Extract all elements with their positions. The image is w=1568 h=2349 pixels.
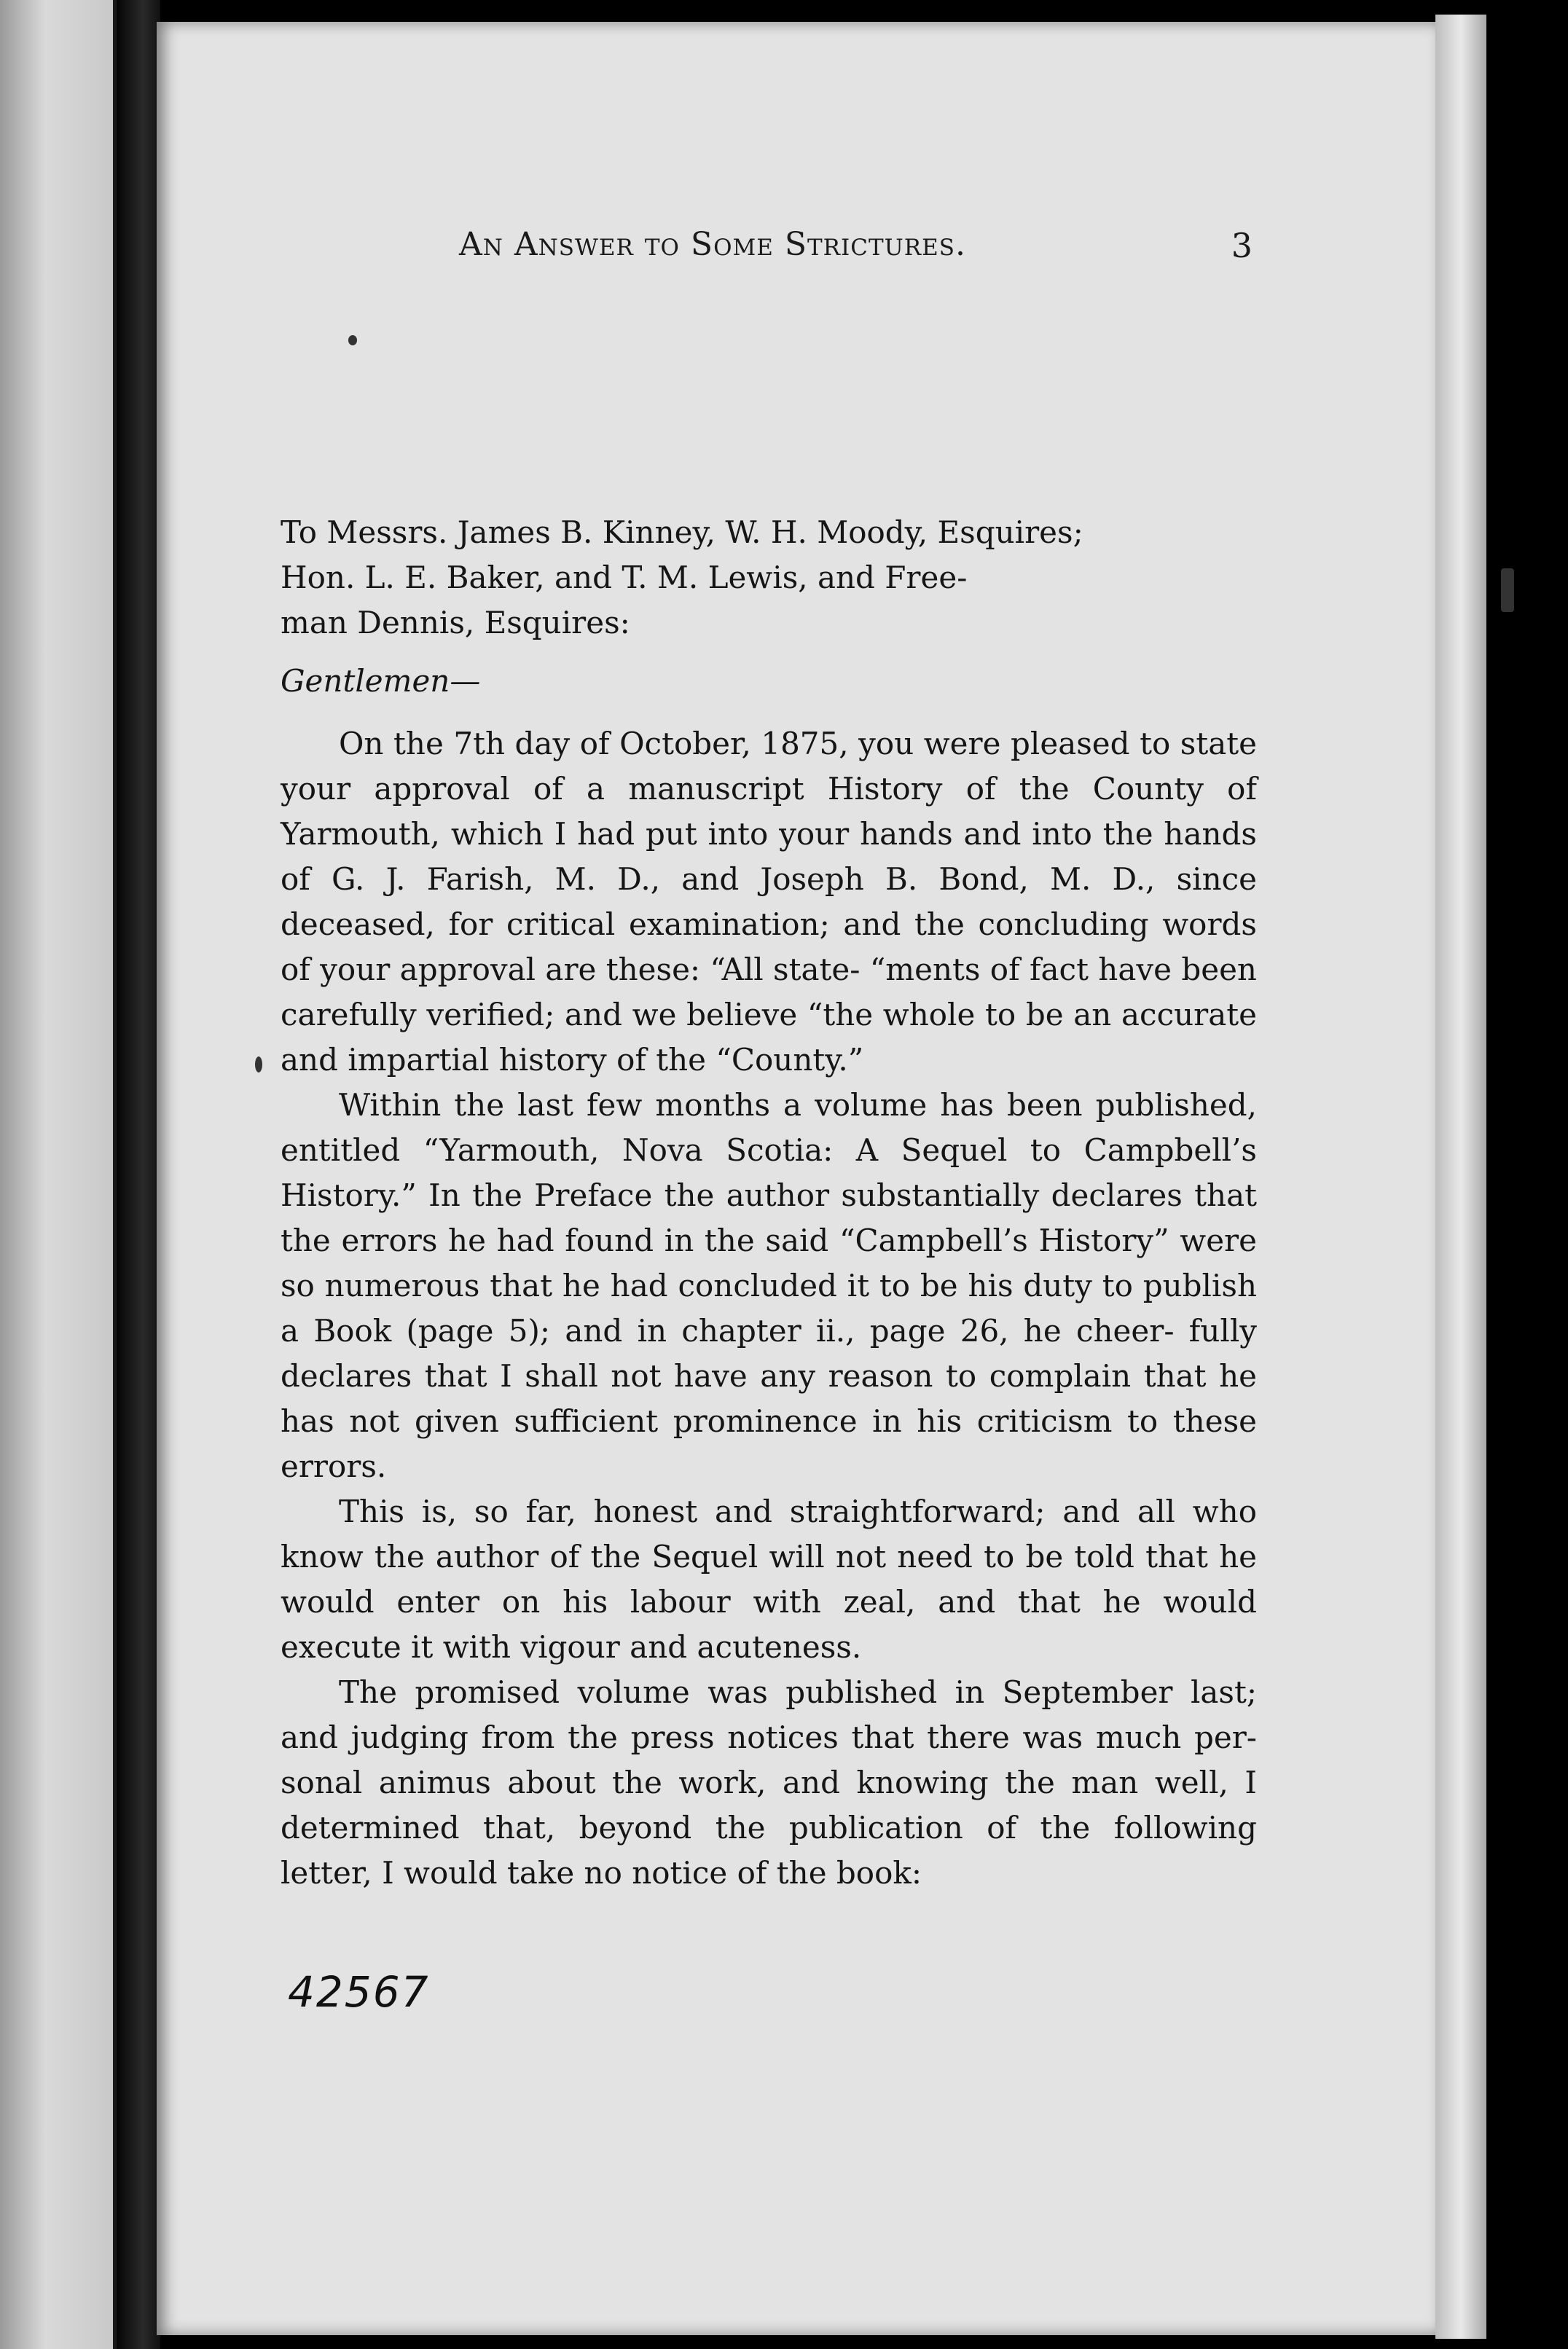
page-number: 3 bbox=[1231, 226, 1253, 265]
paragraph: The promised volume was published in September last; and judging from the press notices that there was much per- sonal animus about the work, and knowing the man well, I determined that, beyond the publication of the following letter, I would take no notice of the book: bbox=[281, 1674, 1257, 1891]
page-header bbox=[291, 226, 1253, 277]
paragraph: This is, so far, honest and straightforward; and all who know the author of the Sequel will not need to be told that he would enter on his labour with zeal, and that he would execute it with vigour and acuteness. bbox=[281, 1494, 1257, 1665]
ink-speck bbox=[1501, 568, 1514, 612]
ink-speck bbox=[348, 335, 357, 345]
paragraph: On the 7th day of October, 1875, you were pleased to state your approval of a manuscript History of the County of Yarmouth, which I had put into your hands and into the hands of G. J. Farish, M. D., and Joseph B. Bond, M. D., since deceased, for critical examination; and the concluding words of your approval are these: “All state- “ments of fact have been carefully verified; and we believe “the whole to be an accurate and impartial history of the “County.” bbox=[281, 726, 1257, 1078]
salutation: Gentlemen— bbox=[281, 663, 481, 699]
handwritten-note: 42567 bbox=[288, 1967, 430, 2017]
ink-speck bbox=[255, 1056, 262, 1072]
body-text bbox=[281, 510, 1257, 1896]
page-stack-edge bbox=[1435, 15, 1486, 2339]
addressee-line: To Messrs. James B. Kinney, W. H. Moody, Esquires; bbox=[281, 514, 1083, 550]
addressee-block bbox=[281, 510, 1257, 646]
paragraph: Within the last few months a volume has been published, entitled “Yarmouth, Nova Scotia: A Sequel to Campbell’s History.” In the Preface the author substantially declares that the errors he had found in the said “Campbell’s History” were so numerous that he had concluded it to be his duty to publish a Book (page 5); and in chapter ii., page 26, he cheer- fully declares that I shall not have any reason to complain that he has not given sufficient prominence in his criticism to these errors. bbox=[281, 1087, 1257, 1484]
running-title: An Answer to Some Strictures. bbox=[459, 226, 966, 263]
addressee-line: Hon. L. E. Baker, and T. M. Lewis, and Free- bbox=[281, 560, 968, 595]
facing-page-edge bbox=[0, 0, 113, 2349]
addressee-line: man Dennis, Esquires: bbox=[281, 605, 630, 640]
book-gutter bbox=[117, 0, 160, 2349]
